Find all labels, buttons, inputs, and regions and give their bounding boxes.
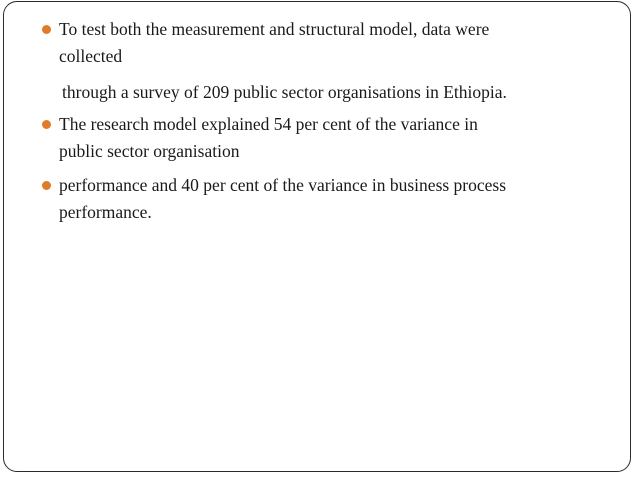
bullet-3-line-2: performance. xyxy=(59,202,152,222)
continuation-line: through a survey of 209 public sector organisations in Ethiopia. xyxy=(62,82,507,102)
bullet-1-line-2: collected xyxy=(59,46,123,66)
bullet-3-line-1: performance and 40 per cent of the variance in business process xyxy=(59,175,507,195)
bullet-2-line-2: public sector organisation xyxy=(59,141,240,161)
bullet-2-line-1: The research model explained 54 per cent of the variance in xyxy=(59,114,478,134)
bullet-dot-icon xyxy=(42,25,51,34)
bullet-1-line-1: To test both the measurement and structural model, data were xyxy=(59,19,490,39)
bullet-dot-icon xyxy=(42,181,51,190)
bullet-dot-icon xyxy=(42,120,51,129)
